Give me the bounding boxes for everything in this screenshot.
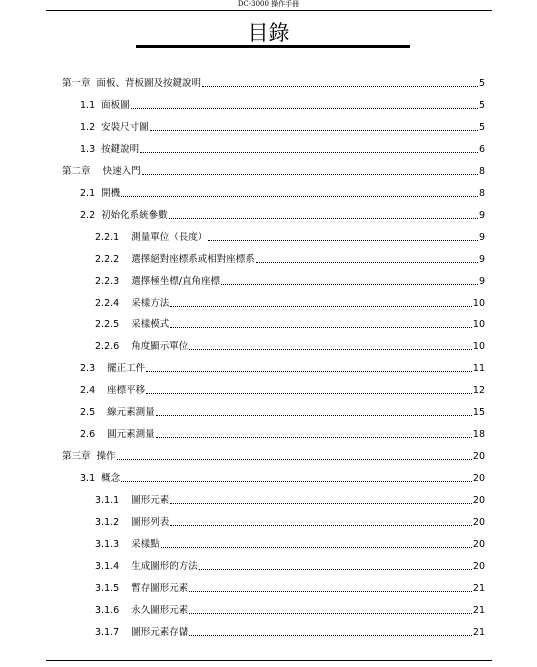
toc-entry-page: 5 [478, 78, 485, 89]
toc-entry[interactable] [95, 487, 485, 507]
toc-entry[interactable] [62, 158, 485, 178]
toc-entry-page: 20 [472, 473, 485, 485]
toc-dot-leader [208, 240, 478, 241]
toc-entry[interactable] [80, 421, 485, 441]
toc-entry[interactable] [80, 377, 485, 397]
toc-dot-leader [121, 481, 472, 482]
toc-entry-page: 9 [478, 231, 485, 243]
toc-entry[interactable] [80, 136, 485, 156]
toc-entry[interactable] [95, 311, 485, 331]
toc-entry[interactable] [80, 92, 485, 112]
toc-entry[interactable] [95, 619, 485, 639]
toc-entry[interactable] [95, 553, 485, 573]
toc-entry-label: 3.1.6 永久圖形元素 [95, 604, 189, 616]
toc-dot-leader [189, 635, 472, 636]
toc-entry-label: 第一章 面板、背板圖及按鍵說明 [62, 78, 202, 89]
toc-entry[interactable] [95, 509, 485, 529]
toc-dot-leader [142, 174, 478, 175]
toc-entry-page: 10 [472, 341, 485, 353]
toc-entry-page: 10 [472, 297, 485, 309]
toc-entry-page: 10 [472, 319, 485, 331]
toc-dot-leader [156, 437, 472, 438]
toc-entry-label: 3.1.3 采樣點 [95, 538, 160, 550]
toc-entry-label: 3.1 概念 [80, 473, 121, 485]
toc-dot-leader [189, 591, 472, 592]
toc-entry-page: 9 [478, 275, 485, 287]
toc-entry[interactable] [80, 202, 485, 222]
toc-entry-label: 2.2.2 選擇絕對座標系或相對座標系 [95, 253, 255, 265]
toc-dot-leader [131, 108, 478, 109]
toc-entry-page: 6 [478, 143, 485, 155]
toc-entry[interactable] [95, 531, 485, 551]
toc-entry-label: 2.2.6 角度顯示單位 [95, 341, 189, 353]
toc-entry-page: 9 [478, 253, 485, 265]
toc-dot-leader [170, 327, 472, 328]
header-rule [46, 10, 492, 11]
toc-dot-leader [150, 130, 478, 131]
toc-entry[interactable] [62, 70, 485, 90]
toc-entry-label: 2.2.3 選擇極坐標/直角座標 [95, 275, 220, 287]
page-title: 目錄 [247, 21, 290, 45]
toc-entry-label: 第三章 操作 [62, 451, 116, 463]
toc-dot-leader [170, 306, 472, 307]
toc-dot-leader [121, 196, 478, 197]
toc-entry-label: 3.1.2 圖形列表 [95, 517, 170, 528]
toc-entry-page: 20 [472, 560, 485, 572]
toc-entry-label: 1.2 安裝尺寸圖 [80, 121, 149, 133]
toc-entry-label: 1.3 按鍵說明 [80, 143, 140, 155]
toc-entry-page: 20 [472, 538, 485, 550]
title-underline [136, 45, 410, 48]
toc-entry-page: 11 [472, 363, 485, 375]
footer-rule [46, 660, 492, 661]
toc-entry-page: 8 [478, 165, 485, 177]
toc-entry-label: 3.1.4 生成圖形的方法 [95, 560, 198, 572]
toc-entry-page: 20 [472, 451, 485, 463]
toc-entry-page: 12 [472, 385, 485, 397]
toc-dot-leader [146, 371, 472, 372]
toc-entry[interactable] [80, 399, 485, 419]
toc-entry-label: 2.1 開機 [80, 187, 121, 199]
toc-entry-label: 2.2.4 采樣方法 [95, 297, 170, 309]
toc-entry-label: 2.5 線元素測量 [80, 407, 155, 419]
toc-dot-leader [202, 86, 478, 87]
toc-entry-page: 21 [472, 604, 485, 616]
toc-entry-label: 2.2.5 采樣模式 [95, 319, 170, 331]
toc-entry-label: 3.1.7 圖形元素存儲 [95, 626, 189, 638]
toc-entry[interactable] [95, 575, 485, 595]
toc-entry-label: 3.1.1 圖形元素 [95, 495, 170, 507]
toc-entry[interactable] [80, 114, 485, 134]
toc-dot-leader [221, 284, 478, 285]
toc-entry-page: 21 [472, 626, 485, 638]
toc-entry[interactable] [80, 465, 485, 485]
toc-entry-label: 2.6 圓元素測量 [80, 429, 155, 441]
toc-entry-page: 5 [478, 99, 485, 111]
toc-entry[interactable] [95, 597, 485, 617]
toc-entry-page: 20 [472, 495, 485, 507]
toc-entry-page: 18 [472, 429, 485, 441]
toc-entry[interactable] [95, 290, 485, 310]
toc-entry[interactable] [80, 355, 485, 375]
toc-entry[interactable] [80, 180, 485, 200]
toc-dot-leader [146, 393, 472, 394]
toc-dot-leader [189, 349, 472, 350]
toc-entry[interactable] [95, 224, 485, 244]
toc-dot-leader [189, 613, 472, 614]
toc-entry-label: 第二章 快速入門 [62, 165, 141, 177]
toc-entry-label: 2.4 座標平移 [80, 385, 146, 397]
toc-dot-leader [256, 262, 478, 263]
running-header: DC-3000 操作手冊 [237, 0, 300, 8]
toc-entry-label: 2.2 初始化系統參數 [80, 209, 168, 221]
toc-entry-page: 15 [472, 407, 485, 419]
toc-entry-label: 3.1.5 暫存圖形元素 [95, 582, 189, 594]
toc-entry[interactable] [62, 443, 485, 463]
toc-dot-leader [161, 547, 472, 548]
toc-entry-page: 8 [478, 187, 485, 199]
toc-entry[interactable] [95, 268, 485, 288]
toc-entry-page: 9 [478, 209, 485, 221]
toc-entry[interactable] [95, 333, 485, 353]
toc-entry-page: 5 [478, 121, 485, 133]
toc-entry-label: 1.1 面板圖 [80, 99, 130, 111]
toc-dot-leader [156, 415, 472, 416]
toc-entry-label: 2.3 擺正工件 [80, 363, 146, 375]
toc-entry-page: 21 [472, 582, 485, 594]
toc-dot-leader [170, 503, 472, 504]
toc-dot-leader [170, 525, 472, 526]
toc-dot-leader [140, 152, 478, 153]
toc-entry-page: 20 [472, 517, 485, 528]
toc-dot-leader [169, 218, 478, 219]
toc-dot-leader [199, 569, 472, 570]
toc-entry-label: 2.2.1 測量單位（長度） [95, 231, 208, 243]
toc-dot-leader [117, 459, 472, 460]
toc-entry[interactable] [95, 246, 485, 266]
